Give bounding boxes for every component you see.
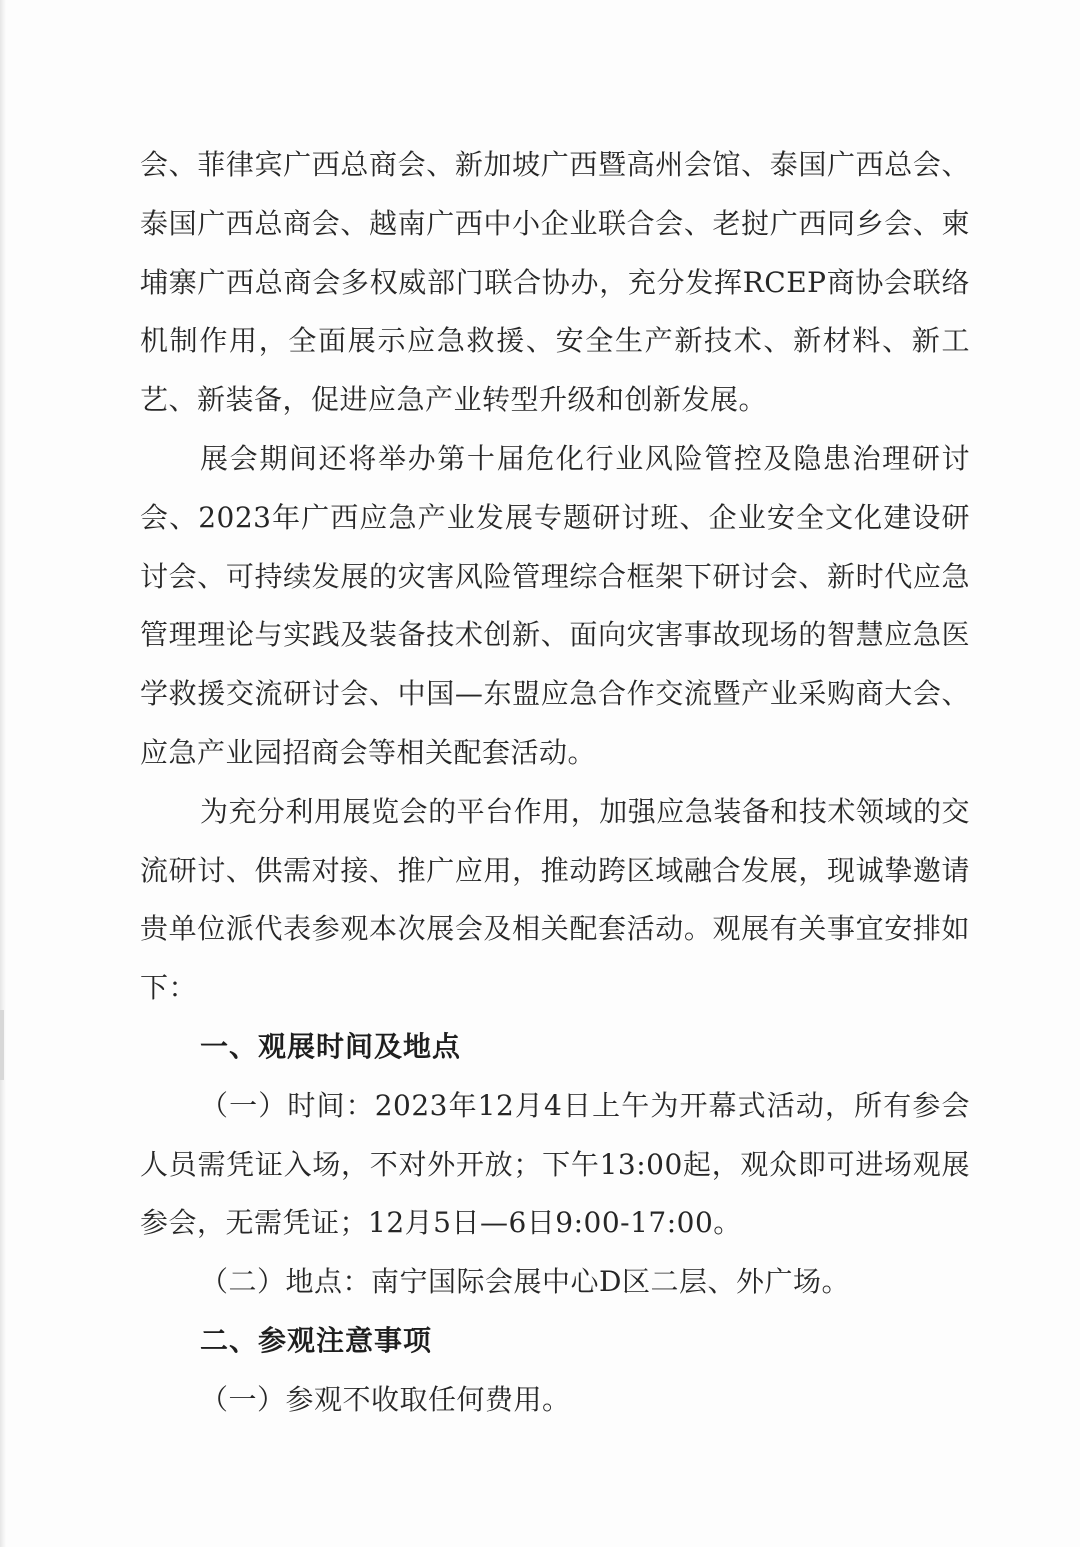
paragraph-events: 展会期间还将举办第十届危化行业风险管控及隐患治理研讨会、2023年广西应急产业发展专题研讨班、企业安全文化建设研讨会、可持续发展的灾害风险管理综合框架下研讨会、新时代应急管理理论与实践及装备技术创新、面向灾害事故现场的智慧应急医学救援交流研讨会、中国—东盟应急合作交流暨产业采购商大会、应急产业园招商会等相关配套活动。 (140, 441, 970, 769)
paragraph-organizers: 会、菲律宾广西总商会、新加坡广西暨高州会馆、泰国广西总会、泰国广西总商会、越南广西中小企业联合会、老挝广西同乡会、柬埔寨广西总商会多权威部门联合协办，充分发挥RCEP商协会联络机制作用，全面展示应急救援、安全生产新技术、新材料、新工艺、新装备，促进应急产业转型升级和创新发展。 (140, 148, 970, 417)
item-place: （二）地点：南宁国际会展中心D区二层、外广场。 (200, 1265, 850, 1299)
document-body (140, 136, 970, 1430)
item-free-admission: （一）参观不收取任何费用。 (200, 1382, 571, 1416)
scan-edge-shadow (0, 0, 6, 1547)
item-time: （一）时间：2023年12月4日上午为开幕式活动，所有参会人员需凭证入场，不对外开放；下午13:00起，观众即可进场观展参会，无需凭证；12月5日—6日9:00-17:00。 (140, 1088, 970, 1240)
section-heading-notes: 二、参观注意事项 (200, 1323, 433, 1357)
scan-edge-mark (0, 1010, 4, 1080)
section-heading-time-place: 一、观展时间及地点 (200, 1029, 462, 1063)
paragraph-invitation: 为充分利用展览会的平台作用，加强应急装备和技术领域的交流研讨、供需对接、推广应用，推动跨区域融合发展，现诚挚邀请贵单位派代表参观本次展会及相关配套活动。观展有关事宜安排如下： (140, 794, 970, 1005)
